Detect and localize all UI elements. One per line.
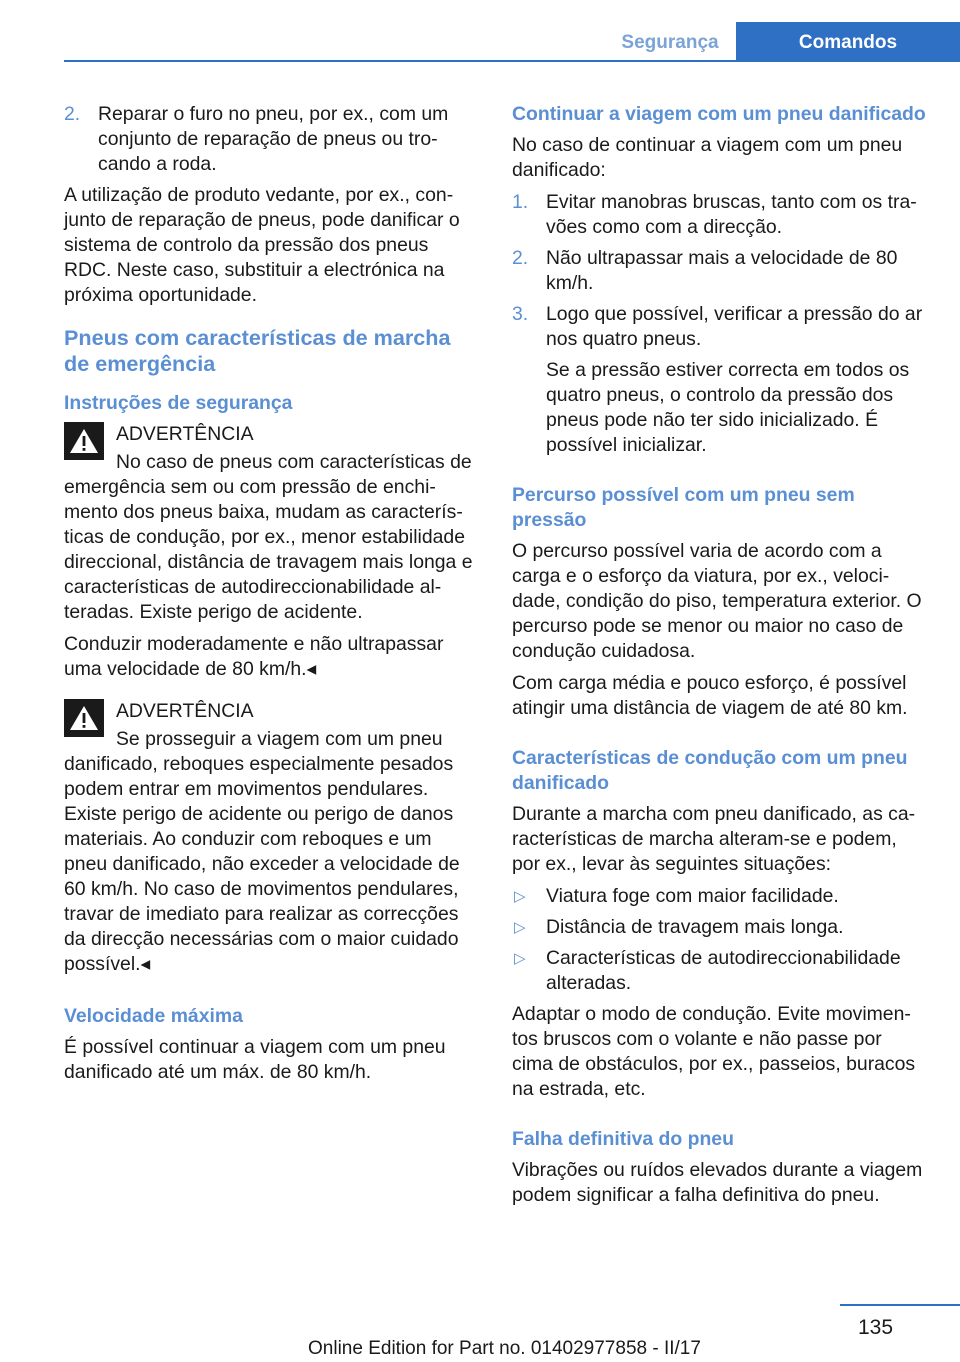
warning-conclusion: Conduzir moderadamente e não ultrapassar uma velocidade de 80 km/h.◂ — [64, 633, 444, 680]
safety-subheading: Instruções de segurança — [64, 392, 293, 414]
footer-rule — [840, 1304, 960, 1306]
list-number: 2. — [512, 247, 529, 269]
header-rule — [64, 60, 960, 62]
driving-intro: Durante a marcha com pneu danificado, as características de marcha alteram-se e podem, por ex., levar às seguintes situações: — [512, 803, 916, 875]
failure-subheading: Falha definitiva do pneu — [512, 1128, 734, 1150]
list-item — [512, 190, 928, 240]
max-speed-subheading: Velocidade máxima — [64, 1005, 243, 1027]
left-column — [64, 102, 480, 1092]
failure-text: Vibrações ou ruídos elevados durante a viagem podem significar a falha definitiva do pneu. — [512, 1159, 923, 1206]
warning-title: ADVERTÊNCIA — [116, 700, 254, 722]
warning-triangle-icon — [64, 422, 104, 460]
page-number: 135 — [858, 1316, 894, 1339]
driving-advice: Adaptar o modo de condução. Evite movimentos bruscos com o volante e não passe por cima de obstáculos, por ex., passeios, buracos na estrada, etc. — [512, 1003, 916, 1100]
warning-text: Se prosseguir a viagem com um pneu danificado, reboques especialmente pesados podem entrar em movimentos pendulares. Existe perigo de acidente ou perigo de danos materiais. Ao conduzir com reboques e um pneu danificado, não exceder a velocidade de 60 km/h. No caso de movimentos pendulares, travar de imediato para realizar as correcções da direcção necessárias com o maior cuidado possível.◂ — [64, 728, 460, 975]
edition-footer: Online Edition for Part no. 01402977858 - II/17 — [308, 1338, 701, 1359]
section-tab: Segurança — [621, 32, 719, 53]
list-text: Distância de travagem mais longa. — [546, 916, 844, 938]
rdc-paragraph: A utilização de produto vedante, por ex., conjunto de reparação de pneus, pode danificar o sistema de controlo da pressão dos pneus RDC. Neste caso, substituir a electrónica na próxima oportunidade. — [64, 184, 460, 306]
distance-text: O percurso possível varia de acordo com a carga e o esforço da viatura, por ex., velocidade, condição do piso, temperatura exterior. O percurso pode se menor ou maior no caso de condução cuidadosa. — [512, 540, 922, 662]
list-number: 1. — [512, 191, 529, 213]
list-text: Logo que possível, verificar a pressão do ar nos quatro pneus. — [546, 303, 923, 350]
list-item — [512, 946, 928, 996]
right-column — [512, 102, 928, 1215]
list-text: Não ultrapassar mais a velocidade de 80 km/h. — [546, 247, 898, 294]
page-header — [64, 22, 960, 62]
warning-block — [64, 422, 480, 625]
list-number: 3. — [512, 303, 529, 325]
runflat-heading: Pneus com características de marcha de emergência — [64, 325, 451, 376]
warning-block — [64, 699, 480, 977]
bullet-triangle-icon: ▷ — [514, 888, 526, 905]
bullet-triangle-icon: ▷ — [514, 950, 526, 967]
list-item — [512, 915, 928, 940]
list-text: Características de autodireccionabilidade alteradas. — [546, 947, 901, 994]
warning-triangle-icon — [64, 699, 104, 737]
list-item — [64, 102, 480, 177]
distance-subheading: Percurso possível com um pneu sem pressão — [512, 484, 855, 531]
continue-intro: No caso de continuar a viagem com um pneu danificado: — [512, 134, 903, 181]
bullet-triangle-icon: ▷ — [514, 919, 526, 936]
step3-note: Se a pressão estiver correcta em todos os quatro pneus, o controlo da pressão dos pneus pode não ter sido inicializado. É possível inicializar. — [546, 359, 910, 456]
continue-subheading: Continuar a viagem com um pneu danificado — [512, 103, 926, 125]
list-item — [512, 246, 928, 296]
list-text: Evitar manobras bruscas, tanto com os travões como com a direcção. — [546, 191, 917, 238]
list-item — [512, 302, 928, 352]
list-text: Viatura foge com maior facilidade. — [546, 885, 839, 907]
list-number: 2. — [64, 103, 81, 125]
list-text: Reparar o furo no pneu, por ex., com um conjunto de reparação de pneus ou trocando a roda. — [98, 103, 449, 175]
distance-text: Com carga média e pouco esforço, é possível atingir uma distância de viagem de até 80 km. — [512, 672, 908, 719]
max-speed-text: É possível continuar a viagem com um pneu danificado até um máx. de 80 km/h. — [64, 1036, 446, 1083]
driving-subheading: Características de condução com um pneu danificado — [512, 747, 908, 794]
warning-text: No caso de pneus com características de emergência sem ou com pressão de enchimento dos pneus baixa, mudam as características de condução, por ex., menor estabilidade direccional, distância de travagem mais longa e características de autodireccionabilidade alteradas. Existe perigo de acidente. — [64, 451, 473, 623]
chapter-tab: Comandos — [736, 22, 960, 62]
list-item — [512, 884, 928, 909]
warning-title: ADVERTÊNCIA — [116, 423, 254, 445]
